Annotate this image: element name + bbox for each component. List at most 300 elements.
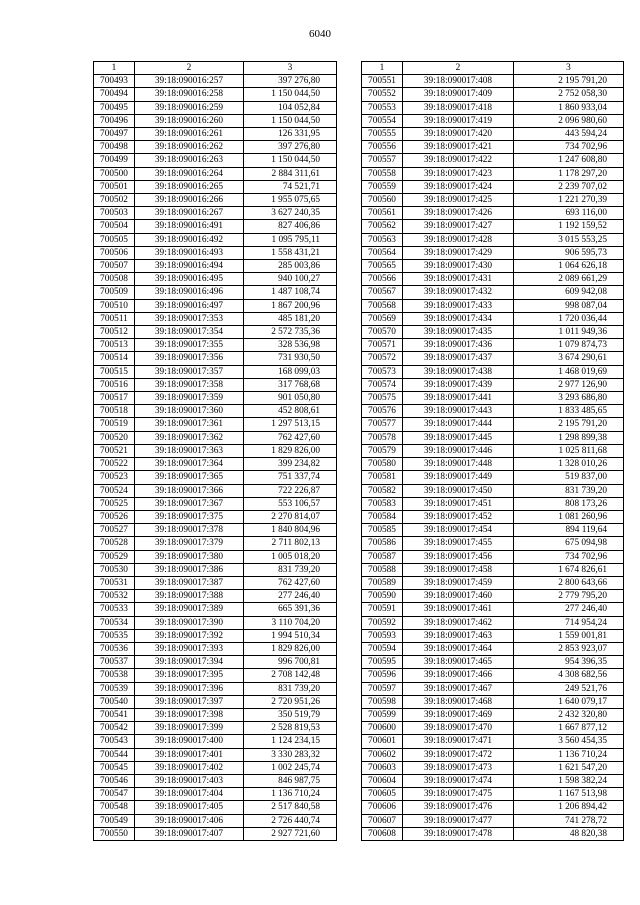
table-row: [94, 550, 337, 563]
row-number-cell: 700499: [94, 154, 135, 167]
row-number-cell: 700597: [362, 682, 403, 695]
table-row: [362, 286, 624, 299]
table-row: [94, 563, 337, 576]
row-number-cell: 700538: [94, 669, 135, 682]
table-row: [362, 431, 624, 444]
cadastral-number-cell: 39:18:090017:405: [135, 801, 244, 814]
value-cell: 2 572 735,36: [244, 326, 337, 339]
cadastral-number-cell: 39:18:090017:463: [403, 629, 514, 642]
cadastral-number-cell: 39:18:090017:404: [135, 788, 244, 801]
row-number-cell: 700603: [362, 761, 403, 774]
table-row: [362, 484, 624, 497]
row-number-cell: 700562: [362, 220, 403, 233]
table-row: [94, 669, 337, 682]
cadastral-number-cell: 39:18:090017:451: [403, 497, 514, 510]
table-row: [94, 656, 337, 669]
row-number-cell: 700495: [94, 101, 135, 114]
value-cell: 2 432 320,80: [514, 708, 624, 721]
table-row: [362, 167, 624, 180]
cadastral-number-cell: 39:18:090017:380: [135, 550, 244, 563]
row-number-cell: 700540: [94, 695, 135, 708]
cadastral-number-cell: 39:18:090016:265: [135, 180, 244, 193]
row-number-cell: 700570: [362, 326, 403, 339]
table-row: [94, 312, 337, 325]
row-number-cell: 700600: [362, 722, 403, 735]
row-number-cell: 700605: [362, 788, 403, 801]
row-number-cell: 700532: [94, 590, 135, 603]
value-cell: 1 468 019,69: [514, 365, 624, 378]
value-cell: 1 829 826,00: [244, 642, 337, 655]
cadastral-number-cell: 39:18:090017:460: [403, 590, 514, 603]
row-number-cell: 700522: [94, 458, 135, 471]
table-row: [94, 418, 337, 431]
row-number-cell: 700513: [94, 339, 135, 352]
row-number-cell: 700539: [94, 682, 135, 695]
table-row: [94, 352, 337, 365]
row-number-cell: 700569: [362, 312, 403, 325]
table-row: [94, 801, 337, 814]
value-cell: 827 406,86: [244, 220, 337, 233]
value-cell: 397 276,80: [244, 141, 337, 154]
row-number-cell: 700598: [362, 695, 403, 708]
column-header-value: 3: [514, 62, 624, 75]
row-number-cell: 700587: [362, 550, 403, 563]
value-cell: 2 853 923,07: [514, 642, 624, 655]
row-number-cell: 700512: [94, 326, 135, 339]
table-row: [94, 537, 337, 550]
row-number-cell: 700595: [362, 656, 403, 669]
value-cell: 74 521,71: [244, 180, 337, 193]
table-row: [94, 75, 337, 88]
cadastral-number-cell: 39:18:090017:430: [403, 260, 514, 273]
cadastral-number-cell: 39:18:090017:474: [403, 774, 514, 787]
value-cell: 1 598 382,24: [514, 774, 624, 787]
cadastral-number-cell: 39:18:090017:432: [403, 286, 514, 299]
row-number-cell: 700572: [362, 352, 403, 365]
table-row: [362, 788, 624, 801]
value-cell: 1 124 234,15: [244, 735, 337, 748]
cadastral-number-cell: 39:18:090017:459: [403, 576, 514, 589]
cadastral-number-cell: 39:18:090017:394: [135, 656, 244, 669]
table-row: [362, 656, 624, 669]
table-row: [362, 220, 624, 233]
cadastral-number-cell: 39:18:090017:465: [403, 656, 514, 669]
value-cell: 996 700,81: [244, 656, 337, 669]
row-number-cell: 700584: [362, 510, 403, 523]
value-cell: 277 246,40: [514, 603, 624, 616]
table-row: [362, 326, 624, 339]
page-number: 6040: [309, 28, 331, 40]
value-cell: 901 050,80: [244, 392, 337, 405]
value-cell: 762 427,60: [244, 576, 337, 589]
row-number-cell: 700568: [362, 299, 403, 312]
cadastral-number-cell: 39:18:090017:354: [135, 326, 244, 339]
row-number-cell: 700575: [362, 392, 403, 405]
table-row: [362, 550, 624, 563]
cadastral-number-cell: 39:18:090017:401: [135, 748, 244, 761]
cadastral-number-cell: 39:18:090016:257: [135, 75, 244, 88]
cadastral-number-cell: 39:18:090017:402: [135, 761, 244, 774]
row-number-cell: 700589: [362, 576, 403, 589]
value-cell: 2 528 819,53: [244, 722, 337, 735]
value-cell: 734 702,96: [514, 550, 624, 563]
row-number-cell: 700550: [94, 827, 135, 840]
row-number-cell: 700564: [362, 246, 403, 259]
cadastral-number-cell: 39:18:090017:428: [403, 233, 514, 246]
table-row: [94, 392, 337, 405]
cadastral-number-cell: 39:18:090017:448: [403, 458, 514, 471]
row-number-cell: 700509: [94, 286, 135, 299]
value-cell: 2 239 707,02: [514, 180, 624, 193]
table-row: [362, 101, 624, 114]
row-number-cell: 700497: [94, 128, 135, 141]
value-cell: 1 298 899,38: [514, 431, 624, 444]
value-cell: 906 595,73: [514, 246, 624, 259]
header-row: [94, 62, 337, 75]
table-row: [94, 471, 337, 484]
cadastral-number-cell: 39:18:090017:395: [135, 669, 244, 682]
cadastral-number-cell: 39:18:090017:444: [403, 418, 514, 431]
cadastral-number-cell: 39:18:090017:464: [403, 642, 514, 655]
cadastral-number-cell: 39:18:090016:258: [135, 88, 244, 101]
row-number-cell: 700545: [94, 761, 135, 774]
cadastral-number-cell: 39:18:090016:262: [135, 141, 244, 154]
table-row: [362, 735, 624, 748]
value-cell: 1 867 200,96: [244, 299, 337, 312]
row-number-cell: 700502: [94, 194, 135, 207]
table-row: [94, 207, 337, 220]
table-row: [362, 114, 624, 127]
value-cell: 1 994 510,34: [244, 629, 337, 642]
table-row: [94, 444, 337, 457]
column-header-value: 3: [244, 62, 337, 75]
cadastral-number-cell: 39:18:090016:491: [135, 220, 244, 233]
table-row: [94, 154, 337, 167]
cadastral-number-cell: 39:18:090017:475: [403, 788, 514, 801]
value-cell: 3 674 290,61: [514, 352, 624, 365]
table-row: [94, 339, 337, 352]
value-cell: 675 094,98: [514, 537, 624, 550]
value-cell: 285 003,86: [244, 260, 337, 273]
table-row: [94, 682, 337, 695]
value-cell: 2 096 980,60: [514, 114, 624, 127]
row-number-cell: 700606: [362, 801, 403, 814]
value-cell: 1 095 795,11: [244, 233, 337, 246]
value-cell: 1 667 877,12: [514, 722, 624, 735]
value-cell: 734 702,96: [514, 141, 624, 154]
cadastral-number-cell: 39:18:090017:441: [403, 392, 514, 405]
cadastral-number-cell: 39:18:090017:443: [403, 405, 514, 418]
value-cell: 693 116,00: [514, 207, 624, 220]
row-number-cell: 700565: [362, 260, 403, 273]
value-cell: 3 560 454,35: [514, 735, 624, 748]
table-row: [94, 273, 337, 286]
cadastral-number-cell: 39:18:090017:353: [135, 312, 244, 325]
row-number-cell: 700535: [94, 629, 135, 642]
cadastral-number-cell: 39:18:090017:454: [403, 524, 514, 537]
row-number-cell: 700585: [362, 524, 403, 537]
row-number-cell: 700514: [94, 352, 135, 365]
value-cell: 1 860 933,04: [514, 101, 624, 114]
row-number-cell: 700551: [362, 75, 403, 88]
value-cell: 443 594,24: [514, 128, 624, 141]
row-number-cell: 700557: [362, 154, 403, 167]
cadastral-number-cell: 39:18:090017:387: [135, 576, 244, 589]
row-number-cell: 700531: [94, 576, 135, 589]
row-number-cell: 700518: [94, 405, 135, 418]
table-row: [362, 682, 624, 695]
value-cell: 553 106,57: [244, 497, 337, 510]
value-cell: 1 005 018,20: [244, 550, 337, 563]
cadastral-number-cell: 39:18:090017:449: [403, 471, 514, 484]
table-row: [94, 405, 337, 418]
cadastral-number-cell: 39:18:090017:400: [135, 735, 244, 748]
value-cell: 998 087,04: [514, 299, 624, 312]
cadastral-number-cell: 39:18:090017:359: [135, 392, 244, 405]
value-cell: 1 192 159,52: [514, 220, 624, 233]
row-number-cell: 700511: [94, 312, 135, 325]
row-number-cell: 700576: [362, 405, 403, 418]
row-number-cell: 700506: [94, 246, 135, 259]
row-number-cell: 700536: [94, 642, 135, 655]
cadastral-number-cell: 39:18:090017:438: [403, 365, 514, 378]
row-number-cell: 700534: [94, 616, 135, 629]
cadastral-number-cell: 39:18:090017:433: [403, 299, 514, 312]
cadastral-number-cell: 39:18:090017:471: [403, 735, 514, 748]
table-row: [94, 497, 337, 510]
table-row: [362, 616, 624, 629]
value-cell: 1 955 075,65: [244, 194, 337, 207]
row-number-cell: 700549: [94, 814, 135, 827]
table-row: [362, 299, 624, 312]
value-cell: 1 833 485,65: [514, 405, 624, 418]
value-cell: 4 308 682,56: [514, 669, 624, 682]
cadastral-number-cell: 39:18:090017:399: [135, 722, 244, 735]
cadastral-number-cell: 39:18:090017:398: [135, 708, 244, 721]
cadastral-number-cell: 39:18:090017:424: [403, 180, 514, 193]
row-number-cell: 700548: [94, 801, 135, 814]
header-row: [362, 62, 624, 75]
table-row: [362, 458, 624, 471]
table-row: [362, 563, 624, 576]
table-row: [362, 524, 624, 537]
cadastral-number-cell: 39:18:090017:431: [403, 273, 514, 286]
table-row: [362, 273, 624, 286]
row-number-cell: 700494: [94, 88, 135, 101]
table-row: [362, 444, 624, 457]
row-number-cell: 700500: [94, 167, 135, 180]
cadastral-number-cell: 39:18:090017:355: [135, 339, 244, 352]
table-row: [362, 180, 624, 193]
table-row: [94, 365, 337, 378]
value-cell: 1 150 044,50: [244, 88, 337, 101]
value-cell: 2 708 142,48: [244, 669, 337, 682]
value-cell: 1 221 270,39: [514, 194, 624, 207]
row-number-cell: 700596: [362, 669, 403, 682]
table-row: [94, 576, 337, 589]
table-row: [362, 392, 624, 405]
row-number-cell: 700563: [362, 233, 403, 246]
value-cell: 1 621 547,20: [514, 761, 624, 774]
value-cell: 399 234,82: [244, 458, 337, 471]
cadastral-number-cell: 39:18:090016:267: [135, 207, 244, 220]
table-row: [94, 260, 337, 273]
value-cell: 831 739,20: [514, 484, 624, 497]
value-cell: 665 391,36: [244, 603, 337, 616]
row-number-cell: 700588: [362, 563, 403, 576]
table-row: [94, 708, 337, 721]
row-number-cell: 700533: [94, 603, 135, 616]
cadastral-number-cell: 39:18:090017:452: [403, 510, 514, 523]
cadastral-number-cell: 39:18:090017:456: [403, 550, 514, 563]
row-number-cell: 700574: [362, 378, 403, 391]
table-row: [362, 801, 624, 814]
table-row: [94, 788, 337, 801]
cadastral-number-cell: 39:18:090017:429: [403, 246, 514, 259]
table-row: [94, 378, 337, 391]
table-row: [362, 365, 624, 378]
row-number-cell: 700498: [94, 141, 135, 154]
table-row: [362, 128, 624, 141]
table-row: [94, 326, 337, 339]
cadastral-number-cell: 39:18:090017:477: [403, 814, 514, 827]
table-row: [362, 695, 624, 708]
row-number-cell: 700541: [94, 708, 135, 721]
row-number-cell: 700601: [362, 735, 403, 748]
cadastral-number-cell: 39:18:090017:409: [403, 88, 514, 101]
cadastral-number-cell: 39:18:090016:494: [135, 260, 244, 273]
value-cell: 722 226,87: [244, 484, 337, 497]
table-row: [362, 471, 624, 484]
cadastral-number-cell: 39:18:090017:363: [135, 444, 244, 457]
table-row: [362, 642, 624, 655]
row-number-cell: 700521: [94, 444, 135, 457]
value-cell: 3 110 704,20: [244, 616, 337, 629]
value-cell: 1 297 513,15: [244, 418, 337, 431]
cadastral-number-cell: 39:18:090017:408: [403, 75, 514, 88]
table-row: [362, 603, 624, 616]
table-row: [94, 642, 337, 655]
value-cell: 1 178 297,20: [514, 167, 624, 180]
table-row: [362, 312, 624, 325]
value-cell: 1 247 608,80: [514, 154, 624, 167]
table-row: [94, 603, 337, 616]
value-cell: 1 136 710,24: [244, 788, 337, 801]
table-row: [362, 260, 624, 273]
table-row: [362, 246, 624, 259]
table-row: [94, 510, 337, 523]
cadastral-number-cell: 39:18:090016:263: [135, 154, 244, 167]
cadastral-number-cell: 39:18:090017:392: [135, 629, 244, 642]
value-cell: 1 167 513,98: [514, 788, 624, 801]
row-number-cell: 700556: [362, 141, 403, 154]
row-number-cell: 700579: [362, 444, 403, 457]
value-cell: 940 100,27: [244, 273, 337, 286]
cadastral-number-cell: 39:18:090017:397: [135, 695, 244, 708]
cadastral-number-cell: 39:18:090017:403: [135, 774, 244, 787]
table-row: [94, 114, 337, 127]
cadastral-number-cell: 39:18:090017:406: [135, 814, 244, 827]
row-number-cell: 700524: [94, 484, 135, 497]
cadastral-number-cell: 39:18:090017:469: [403, 708, 514, 721]
cadastral-number-cell: 39:18:090017:427: [403, 220, 514, 233]
value-cell: 1 064 626,18: [514, 260, 624, 273]
value-cell: 104 052,84: [244, 101, 337, 114]
table-row: [362, 378, 624, 391]
row-number-cell: 700561: [362, 207, 403, 220]
value-cell: 2 089 661,29: [514, 273, 624, 286]
cadastral-number-cell: 39:18:090017:445: [403, 431, 514, 444]
cadastral-number-cell: 39:18:090017:357: [135, 365, 244, 378]
row-number-cell: 700510: [94, 299, 135, 312]
row-number-cell: 700582: [362, 484, 403, 497]
table-row: [362, 154, 624, 167]
row-number-cell: 700493: [94, 75, 135, 88]
table-row: [362, 629, 624, 642]
table-row: [94, 722, 337, 735]
table-row: [362, 418, 624, 431]
value-cell: 2 779 795,20: [514, 590, 624, 603]
row-number-cell: 700537: [94, 656, 135, 669]
row-number-cell: 700507: [94, 260, 135, 273]
cadastral-number-cell: 39:18:090017:461: [403, 603, 514, 616]
row-number-cell: 700526: [94, 510, 135, 523]
table-row: [362, 722, 624, 735]
table-row: [362, 207, 624, 220]
cadastral-number-cell: 39:18:090016:261: [135, 128, 244, 141]
table-row: [362, 576, 624, 589]
cadastral-number-cell: 39:18:090017:407: [135, 827, 244, 840]
table-row: [94, 616, 337, 629]
cadastral-table-left: [93, 61, 337, 841]
table-row: [94, 484, 337, 497]
value-cell: 2 977 126,90: [514, 378, 624, 391]
cadastral-number-cell: 39:18:090017:420: [403, 128, 514, 141]
cadastral-number-cell: 39:18:090017:360: [135, 405, 244, 418]
cadastral-number-cell: 39:18:090017:375: [135, 510, 244, 523]
table-row: [94, 299, 337, 312]
table-row: [362, 405, 624, 418]
column-header-number: 1: [362, 62, 403, 75]
value-cell: 249 521,76: [514, 682, 624, 695]
row-number-cell: 700583: [362, 497, 403, 510]
value-cell: 350 519,79: [244, 708, 337, 721]
row-number-cell: 700504: [94, 220, 135, 233]
row-number-cell: 700580: [362, 458, 403, 471]
cadastral-number-cell: 39:18:090017:435: [403, 326, 514, 339]
table-row: [94, 101, 337, 114]
cadastral-number-cell: 39:18:090017:379: [135, 537, 244, 550]
cadastral-number-cell: 39:18:090017:356: [135, 352, 244, 365]
row-number-cell: 700604: [362, 774, 403, 787]
cadastral-number-cell: 39:18:090017:423: [403, 167, 514, 180]
cadastral-number-cell: 39:18:090017:390: [135, 616, 244, 629]
cadastral-number-cell: 39:18:090017:436: [403, 339, 514, 352]
row-number-cell: 700525: [94, 497, 135, 510]
value-cell: 751 337,74: [244, 471, 337, 484]
table-row: [94, 180, 337, 193]
table-row: [94, 220, 337, 233]
cadastral-number-cell: 39:18:090017:388: [135, 590, 244, 603]
cadastral-number-cell: 39:18:090017:472: [403, 748, 514, 761]
cadastral-number-cell: 39:18:090017:437: [403, 352, 514, 365]
value-cell: 1 559 001,81: [514, 629, 624, 642]
row-number-cell: 700501: [94, 180, 135, 193]
cadastral-number-cell: 39:18:090017:389: [135, 603, 244, 616]
row-number-cell: 700519: [94, 418, 135, 431]
value-cell: 741 278,72: [514, 814, 624, 827]
value-cell: 1 720 036,44: [514, 312, 624, 325]
